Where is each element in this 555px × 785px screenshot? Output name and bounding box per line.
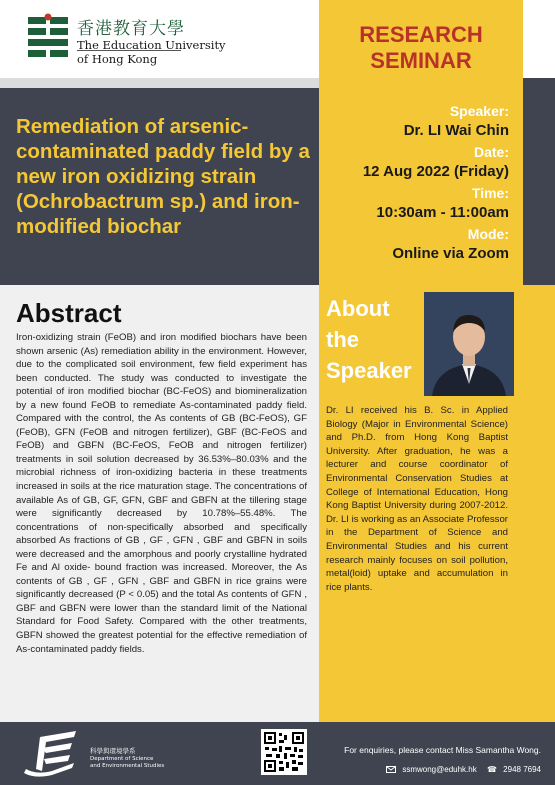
university-name-zh: 香港教育大學 <box>77 19 185 39</box>
date-label: Date: <box>473 144 509 160</box>
mode-label: Mode: <box>467 226 509 242</box>
mode-value: Online via Zoom <box>392 245 509 262</box>
contact-email[interactable]: ssmwong@eduhk.hk <box>402 765 477 774</box>
right-margin-top <box>523 0 555 78</box>
right-margin-dark <box>523 78 555 285</box>
seminar-info <box>319 100 509 264</box>
abstract-body: Iron-oxidizing strain (FeOB) and iron modified biochars have been shown arsenic (As) remediation ability in the environment. However, due to the complicated soil environment, few field experiment has been conducted. The study was conducted to investigate the potential of iron modified biochar (BC-FeOS) and biomineralization by a new found FeOB to remediate As-contaminated paddy field. Compared with the control, the As contents of GB (BC-FeOS), GF (FeOB), GFN (FeOB and nitrogen fertilizer), GBF (BC-FeOS and FeOB) and GBFN (BC-FeOS, FeOB and nitrogen fertilizer) treatments in soil solution decreased by 36.53%–80.03% and the microbial richness of iron-oxidizing bacteria in these treatments increased in soils at the rice maturation stage. The concentrations of available As of GB, GF, GFN, GBF and GBFN at the tillering stage were significantly decreased by 10.78%–55.48%. The concentrations of non-specifically absorbed and specifically absorbed As fractions of GB , GF , GFN , GBF and GBFN in soils were decreased and the amorphous and poorly crystalline hydrated Fe and Al oxide- bound fraction was increased. Moreover, the As contents of GB , GF , GFN , GBF and GBFN in rice grains were significantly decreased (P < 0.05) and the total As contents of GFN , GBF and GBFN were lower than the standard limit of the National Standard for Food Safety. Compared with the other treatments, GBFN showed the greatest potential for the effective remediation of As-contaminated paddy fields. <box>16 332 307 655</box>
time-label: Time: <box>471 185 509 201</box>
contact-phone[interactable]: 2948 7694 <box>503 765 541 774</box>
department-name-en-line2: and Environmental Studies <box>90 763 165 769</box>
eduhk-logo-icon <box>28 13 68 63</box>
speaker-label: Speaker: <box>449 103 509 119</box>
date-value: 12 Aug 2022 (Friday) <box>362 163 509 180</box>
university-name-en-line1: The Education University <box>77 38 226 52</box>
envelope-icon <box>386 766 396 773</box>
header-gray-strip <box>0 78 319 88</box>
department-name-en-line1: Department of Science <box>90 756 154 762</box>
about-heading: About the Speaker <box>326 296 412 383</box>
speaker-name: Dr. LI Wai Chin <box>403 122 509 139</box>
time-value: 10:30am - 11:00am <box>376 204 509 221</box>
speaker-photo <box>424 292 514 396</box>
talk-title: Remediation of arsenic-contaminated paddy field by a new iron oxidizing strain (Ochrobactrum sp.) and iron-modified biochar <box>16 115 310 238</box>
department-logo-icon <box>22 729 80 777</box>
telephone-icon: ☎ <box>486 765 497 774</box>
qr-code[interactable] <box>261 729 307 775</box>
speaker-portrait-icon <box>424 292 514 396</box>
abstract-heading: Abstract <box>16 298 122 328</box>
contact-line <box>319 765 541 774</box>
right-margin-mid <box>523 285 555 722</box>
seminar-title: RESEARCH SEMINAR <box>359 22 483 73</box>
university-name-en-line2: of Hong Kong <box>77 52 158 66</box>
enquiry-text: For enquiries, please contact Miss Samantha Wong. <box>344 745 541 755</box>
speaker-bio: Dr. LI received his B. Sc. in Applied Biology (Major in Environmental Science) and Ph.D. from Hong Kong Baptist University. After graduation, he was a lecturer and course coordinator of Environmental Conservation Studies at College of International Education, Hong Kong Baptist University during 2007-2012. Dr. LI is working as an Associate Professor in the Department of Science and Environmental Studies and his current research mainly focuses on soil pollution, metal(loid) uptake and accumulation in rice plants. <box>326 405 508 593</box>
qr-code-icon <box>264 732 304 772</box>
department-name-zh: 科學與環境學系 <box>90 747 136 755</box>
